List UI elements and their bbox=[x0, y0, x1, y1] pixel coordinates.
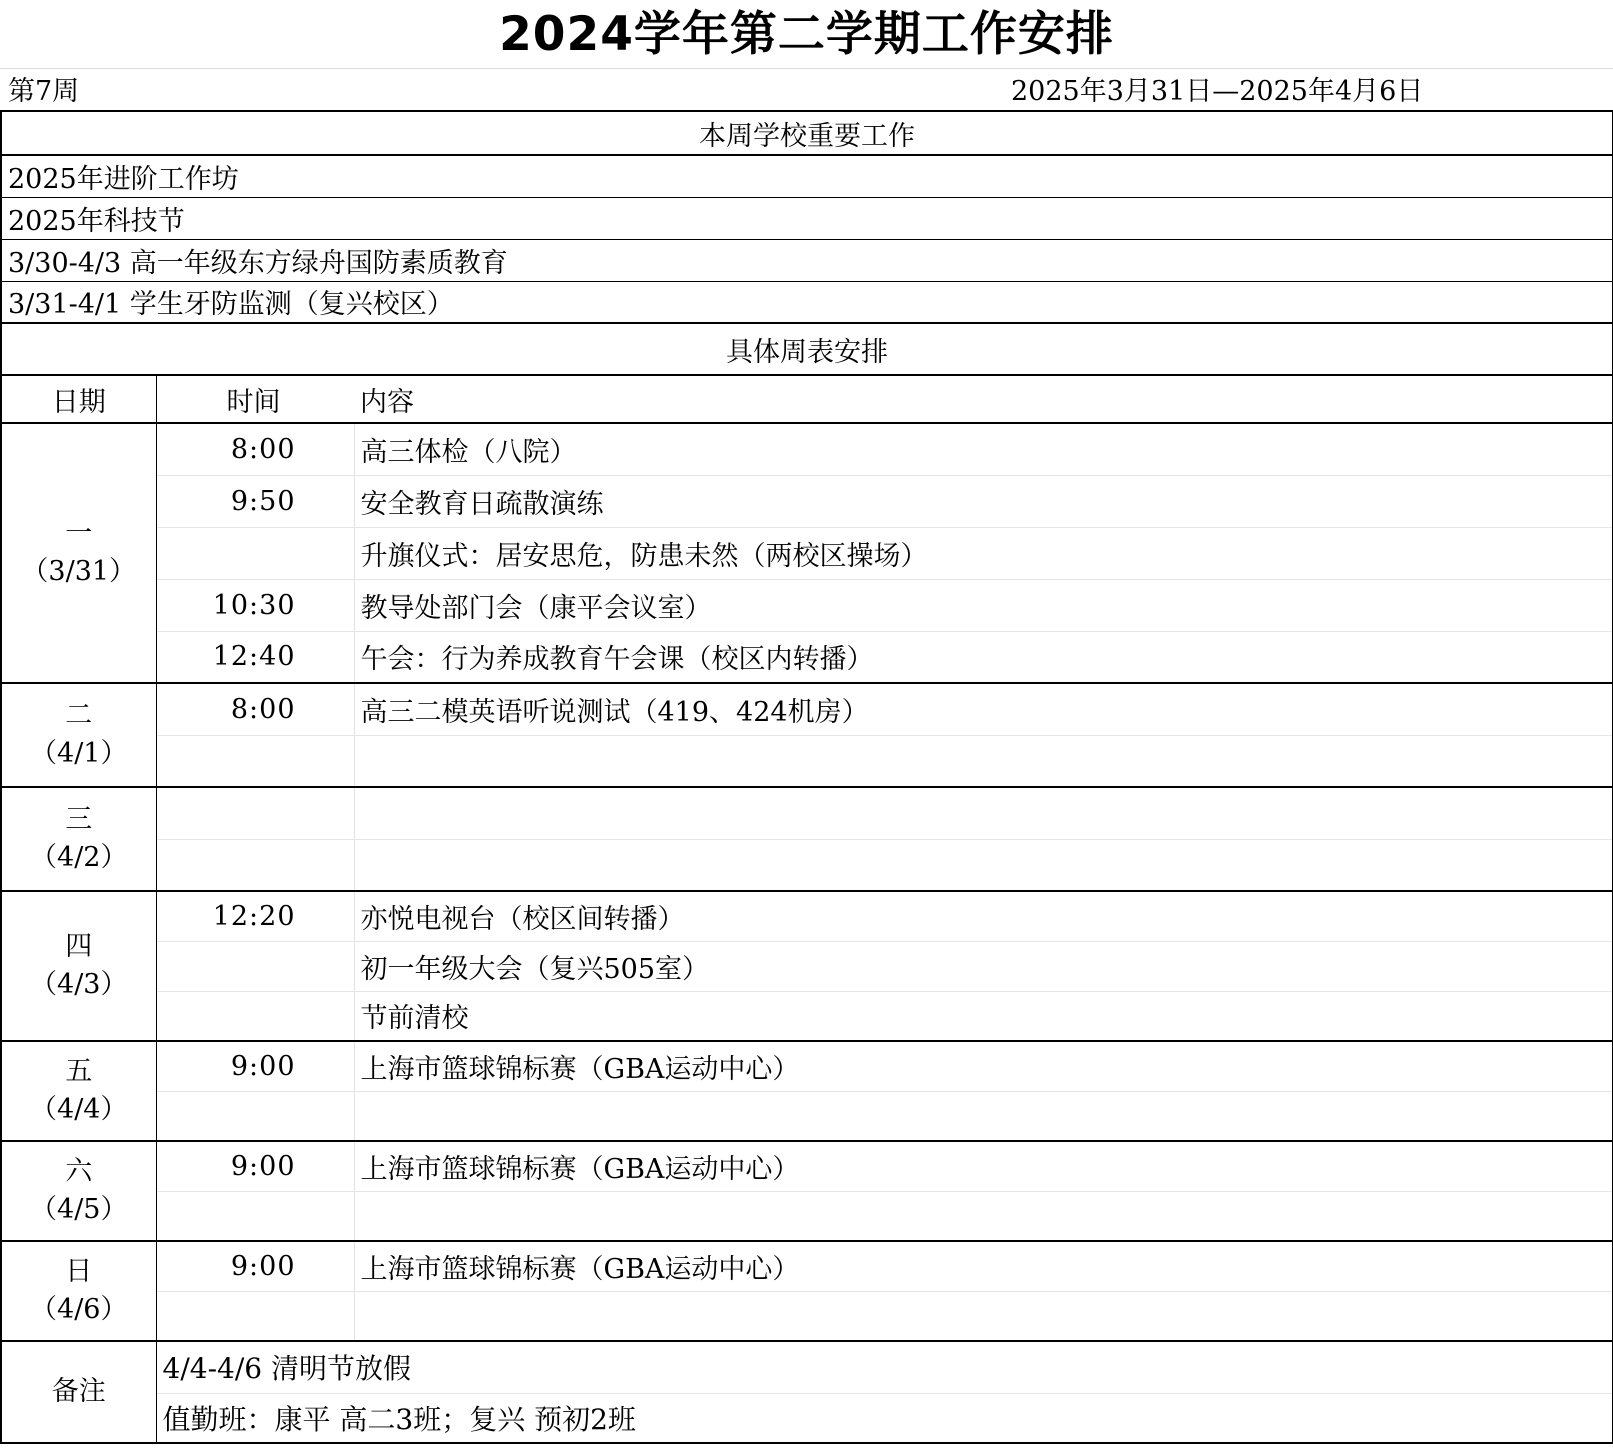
day-name: 四 bbox=[65, 931, 93, 962]
day-name: 二 bbox=[65, 700, 93, 731]
entry-content: 亦悦电视台（校区间转播） bbox=[354, 891, 1613, 941]
entry-time: 9:00 bbox=[156, 1141, 354, 1191]
entry-time: 9:00 bbox=[156, 1241, 354, 1291]
date-range: 2025年3月31日—2025年4月6日 bbox=[1011, 76, 1424, 107]
entry-content: 上海市篮球锦标赛（GBA运动中心） bbox=[354, 1141, 1613, 1191]
schedule-table bbox=[0, 110, 1613, 1444]
entry-content: 上海市篮球锦标赛（GBA运动中心） bbox=[354, 1241, 1613, 1291]
day-name: 三 bbox=[65, 804, 93, 835]
day-name: 日 bbox=[65, 1256, 93, 1287]
schedule-heading: 具体周表安排 bbox=[1, 323, 1613, 375]
entry-content bbox=[354, 1291, 1613, 1341]
entry-content: 升旗仪式：居安思危，防患未然（两校区操场） bbox=[354, 527, 1613, 579]
day-name: 一 bbox=[65, 518, 93, 549]
day-date: （4/6） bbox=[30, 1294, 128, 1325]
day-date: （4/5） bbox=[30, 1194, 128, 1225]
day-name: 六 bbox=[65, 1156, 93, 1187]
page-title: 2024学年第二学期工作安排 bbox=[499, 7, 1114, 62]
notes-label: 备注 bbox=[1, 1341, 156, 1443]
day-cell bbox=[1, 891, 156, 1041]
entry-time: 8:00 bbox=[156, 683, 354, 735]
day-cell bbox=[1, 423, 156, 683]
important-item: 2025年科技节 bbox=[1, 197, 1613, 239]
day-cell bbox=[1, 1241, 156, 1341]
entry-time: 9:50 bbox=[156, 475, 354, 527]
entry-time: 10:30 bbox=[156, 579, 354, 631]
entry-time: 9:00 bbox=[156, 1041, 354, 1091]
entry-content: 初一年级大会（复兴505室） bbox=[354, 941, 1613, 991]
important-item: 2025年进阶工作坊 bbox=[1, 155, 1613, 197]
entry-time bbox=[156, 839, 354, 891]
note-line: 4/4-4/6 清明节放假 bbox=[156, 1341, 1613, 1393]
header-divider bbox=[0, 68, 1613, 69]
day-date: （4/3） bbox=[30, 969, 128, 1000]
entry-content bbox=[354, 1191, 1613, 1241]
entry-content bbox=[354, 787, 1613, 839]
important-item: 3/31-4/1 学生牙防监测（复兴校区） bbox=[1, 281, 1613, 323]
entry-content bbox=[354, 839, 1613, 891]
entry-content: 午会：行为养成教育午会课（校区内转播） bbox=[354, 631, 1613, 683]
entry-content bbox=[354, 735, 1613, 787]
day-date: （4/4） bbox=[30, 1094, 128, 1125]
column-header-date: 日期 bbox=[1, 375, 156, 423]
entry-content: 高三二模英语听说测试（419、424机房） bbox=[354, 683, 1613, 735]
entry-time bbox=[156, 787, 354, 839]
day-date: （4/1） bbox=[30, 738, 128, 769]
note-line: 值勤班：康平 高二3班；复兴 预初2班 bbox=[156, 1393, 1613, 1443]
entry-time bbox=[156, 735, 354, 787]
entry-time: 12:20 bbox=[156, 891, 354, 941]
important-work-heading: 本周学校重要工作 bbox=[1, 111, 1613, 155]
day-date: （4/2） bbox=[30, 842, 128, 873]
day-date: （3/31） bbox=[21, 556, 137, 587]
day-cell bbox=[1, 683, 156, 787]
entry-content bbox=[354, 1091, 1613, 1141]
important-item: 3/30-4/3 高一年级东方绿舟国防素质教育 bbox=[1, 239, 1613, 281]
entry-content: 高三体检（八院） bbox=[354, 423, 1613, 475]
day-cell bbox=[1, 787, 156, 891]
entry-time bbox=[156, 1091, 354, 1141]
day-name: 五 bbox=[65, 1056, 93, 1087]
entry-content: 教导处部门会（康平会议室） bbox=[354, 579, 1613, 631]
day-cell bbox=[1, 1141, 156, 1241]
day-cell bbox=[1, 1041, 156, 1141]
entry-content: 节前清校 bbox=[354, 991, 1613, 1041]
column-header-content: 内容 bbox=[354, 375, 1613, 423]
entry-time bbox=[156, 1291, 354, 1341]
entry-time: 12:40 bbox=[156, 631, 354, 683]
entry-time bbox=[156, 1191, 354, 1241]
entry-content: 上海市篮球锦标赛（GBA运动中心） bbox=[354, 1041, 1613, 1091]
entry-time bbox=[156, 941, 354, 991]
week-label: 第7周 bbox=[8, 76, 80, 107]
entry-time bbox=[156, 527, 354, 579]
entry-content: 安全教育日疏散演练 bbox=[354, 475, 1613, 527]
column-header-time: 时间 bbox=[156, 375, 354, 423]
entry-time: 8:00 bbox=[156, 423, 354, 475]
entry-time bbox=[156, 991, 354, 1041]
